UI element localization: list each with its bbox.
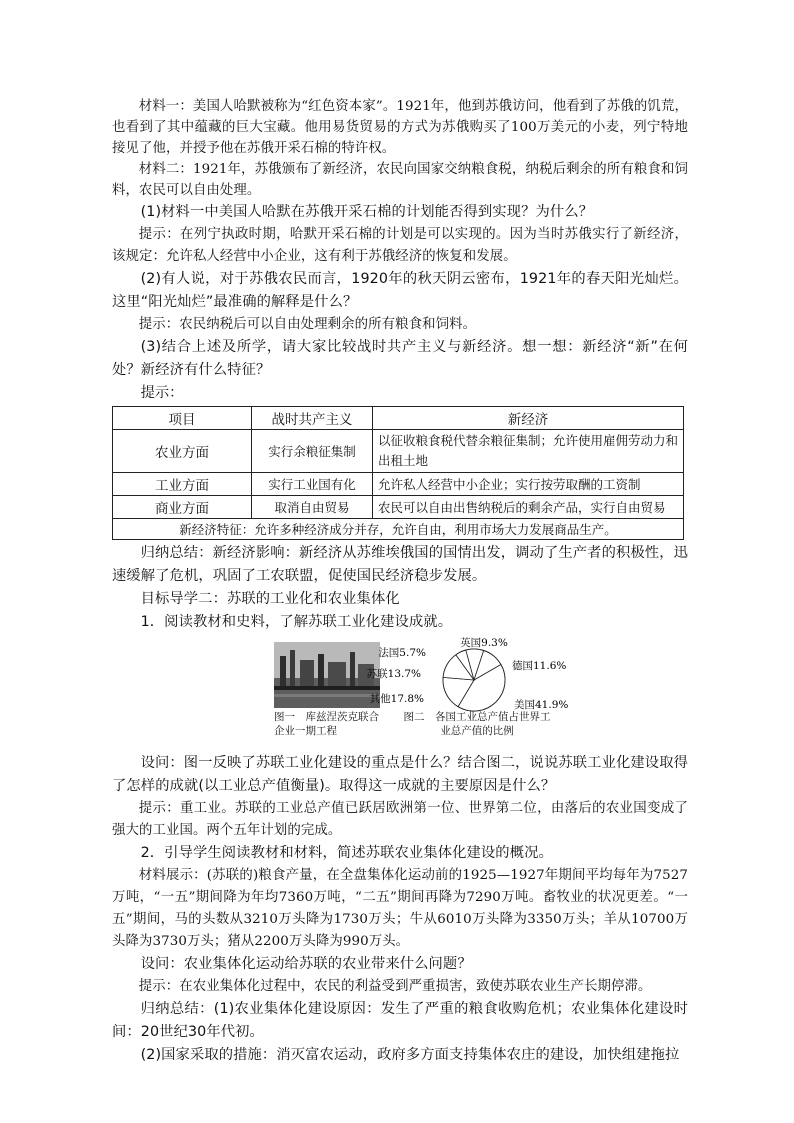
table-header-row [113,407,684,430]
pie-label-uk: 英国9.3% [460,637,508,649]
answer-5: 提示：在农业集体化过程中，农民的利益受到严重损害，致使苏联农业生产长期停滞。 [138,979,652,994]
hint-label: 提示： [140,385,184,401]
answer-2: 提示：农民纳税后可以自由处理剩余的所有粮食和饲料。 [138,317,477,332]
factory-illustration [274,642,380,708]
row-war: 取消自由贸易 [252,496,373,519]
answer-4: 提示：重工业。苏联的工业总产值已跃居欧洲第一位、世界第二位，由落后的农业国变成了强大的工业国。两个五年计划的完成。 [112,801,688,838]
table-feature-row [113,519,684,540]
material-two: 材料二：1921年，苏俄颁布了新经济，农民向国家交纳粮食税，纳税后剩余的所有粮食和饲料，农民可以自由处理。 [112,162,688,198]
task-one: 1．阅读教材和史料，了解苏联工业化建设成就。 [140,614,453,630]
comparison-table [112,406,684,540]
row-war: 实行工业国有化 [252,473,373,496]
table-header-nep: 新经济 [373,407,684,430]
table-header-item: 项目 [113,407,252,430]
pie-label-germany: 德国11.6% [512,660,567,672]
goal-two-heading: 目标导学二：苏联的工业化和农业集体化 [140,591,400,607]
industrial-output-pie-chart [366,636,569,716]
nep-feature: 新经济特征：允许多种经济成分并存，允许自由，利用市场大力发展商品生产。 [113,519,684,540]
question-4: 设问：图一反映了苏联工业化建设的重点是什么？结合图二，说说苏联工业化建设取得了怎样的成就(以工业总产值衡量)。取得这一成就的主要原因是什么？ [112,755,688,794]
table-header-war-communism: 战时共产主义 [252,407,373,430]
figure-two-caption: 图二 各国工业总产值占世界工业总产值的比例 [403,711,551,737]
row-nep: 以征收粮食税代替余粮征集制；允许使用雇佣劳动力和出租土地 [373,430,684,473]
pie-label-other: 其他17.8% [369,693,424,705]
industrial-complex-photo [274,642,380,708]
table-row [113,496,684,519]
table-row [113,430,684,473]
row-nep: 农民可以自由出售纳税后的剩余产品，实行自由贸易 [373,496,684,519]
figures-row [112,637,688,746]
row-war: 实行余粮征集制 [252,430,373,473]
material-one: 材料一：美国人哈默被称为“红色资本家”。1921年，他到苏俄访问，他看到了苏俄的饥荒，也看到了其中蕴藏的巨大宝藏。他用易货贸易的方式为苏俄购买了100万美元的小麦，列宁特地接见了他，并授予他在苏俄开采石棉的特许权。 [112,99,688,156]
summary-nep: 归纳总结：新经济影响：新经济从苏维埃俄国的国情出发，调动了生产者的积极性，迅速缓解了危机，巩固了工农联盟，促使国民经济稳步发展。 [112,545,688,584]
row-item: 工业方面 [113,473,252,496]
row-item: 商业方面 [113,496,252,519]
task-two: 2．引导学生阅读教材和材料，简述苏联农业集体化建设的概况。 [140,845,553,861]
answer-1: 提示：在列宁执政时期，哈默开采石棉的计划是可以实现的。因为当时苏俄实行了新经济，该规定：允许私人经营中小企业，这有利于苏俄经济的恢复和发展。 [112,227,688,264]
document-page [112,96,688,1067]
question-3: (3)结合上述及所学，请大家比较战时共产主义与新经济。想一想：新经济“新”在何处？新经济有什么特征？ [112,339,688,378]
pie-label-usa: 美国41.9% [514,699,569,711]
row-nep: 允许私人经营中小企业；实行按劳取酬的工资制 [373,473,684,496]
question-2: (2)有人说，对于苏俄农民而言，1920年的秋天阴云密布，1921年的春天阳光灿烂。这里“阳光灿烂”最准确的解释是什么？ [112,271,688,310]
question-1: (1)材料一中美国人哈默在苏俄开采石棉的计划能否得到实现？为什么？ [140,204,594,220]
row-item: 农业方面 [113,430,252,473]
table-row [113,473,684,496]
material-three: 材料展示：(苏联的)粮食产量，在全盘集体化运动前的1925—1927年期间平均每年为7527万吨，“一五”期间降为年均7360万吨，“二五”期间再降为7290万吨。畜牧业的状况更差。“一五”期间，马的头数从3210万头降为1730万头；牛从6010万头降为3350万头；羊从10700万头降为3730万头；猪从2200万头降为990万头。 [112,868,688,949]
summary-measures: (2)国家采取的措施：消灭富农运动，政府多方面支持集体农庄的建设，加快组建拖拉 [140,1047,680,1063]
pie-label-ussr: 苏联13.7% [366,668,421,680]
question-5: 设问：农业集体化运动给苏联的农业带来什么问题？ [140,956,472,972]
figure-one-caption: 图一 库兹涅茨克联合企业一期工程 [274,711,379,737]
summary-collectivization: 归纳总结：(1)农业集体化建设原因：发生了严重的粮食收购危机；农业集体化建设时间：20世纪30年代初。 [112,1001,688,1040]
pie-label-france: 法国5.7% [378,647,426,659]
